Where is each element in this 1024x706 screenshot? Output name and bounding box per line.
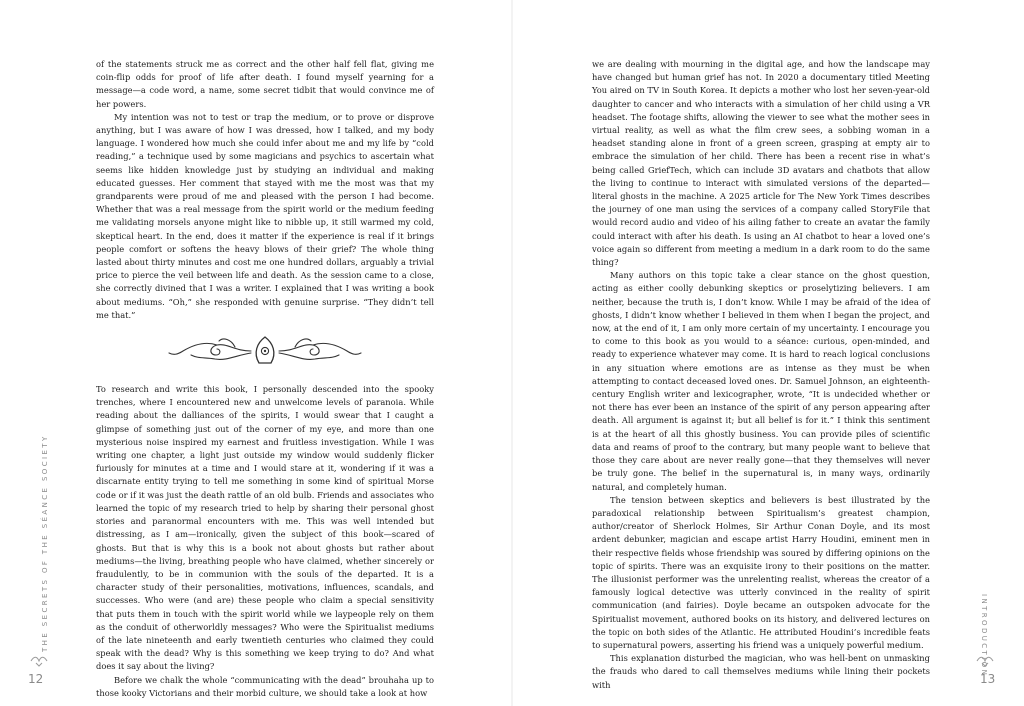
paragraph: This explanation disturbed the magician, who was hell-bent on unmasking the frauds who dared to call themselves mediums while lining their pockets with <box>592 653 930 690</box>
paragraph: of the statements struck me as correct and the other half fell flat, giving me coin-flip odds for proof of life after death. I found myself yearning for a message—a code word, a name, some secret tidbit that would convince me of her powers. <box>96 59 434 109</box>
paragraph: we are dealing with mourning in the digital age, and how the landscape may have changed but human grief has not. In 2020 a documentary titled Meeting You aired on TV in South Korea. It depicts a mother who lost her seven-year-old daughter to cancer and who interacts with a simulation of her child using a VR headset. The footage shifts, allowing the viewer to see what the mother sees in virtual reality, as well as what the film crew sees, a sobbing woman in a headset standing alone in front of a green screen, grasping at empty air to embrace the simulation of her child. There has been a recent rise in what’s being called GriefTech, which can include 3D avatars and chatbots that allow the living to continue to interact with simulated versions of the departed—literal ghosts in the machine. A 2025 article for The New York Times describes the journey of one man using the services of a company called StoryFile that would record audio and video of his ailing father to create an avatar the family could interact with after his death. Is using an AI chatbot to hear a loved one’s voice again so different from meeting a medium in a dark room to do the same thing? <box>592 59 930 268</box>
folio-ornament-icon <box>976 655 994 667</box>
folio-ornament-icon <box>30 655 48 667</box>
running-head-book-title: THE SECRETS OF THE SÉANCE SOCIETY <box>41 434 49 652</box>
paragraph: Many authors on this topic take a clear stance on the ghost question, acting as either coolly debunking skeptics or proselytizing believers. I am neither, because the truth is, I don’t know. While I may be afraid of the idea of ghosts, I didn’t know whether I believed in them when I began the project, and now, at the end of it, I am only more certain of my uncertainty. I encourage you to come to this book as you would to a séance: curious, open-minded, and ready to experience whatever may come. It is hard to reach logical conclusions in any situation where emotions are as intense as they must be when attempting to contact deceased loved ones. Dr. Samuel Johnson, an eighteenth-century English writer and lexicographer, wrote, “It is undecided whether or not there has ever been an instance of the spirit of any person appearing after death. All argument is against it; but all belief is for it.” I think this sentiment is at the heart of all this ghostly business. You can provide piles of scientific data and reams of proof to the contrary, but many people want to believe that those they care about are never really gone—that they themselves will never be truly gone. The belief in the supernatural is, in many ways, ordinarily natural, and completely human. <box>592 270 930 492</box>
page-number-right: 13 <box>980 672 996 686</box>
paragraph: To research and write this book, I personally descended into the spooky trenches, where I encountered new and unwelcome levels of paranoia. While reading about the dalliances of the spirits, I would swear that I caught a glimpse of something just out of the corner of my eye, and more than one mysterious noise inspired my earnest and fruitless investigation. While I was writing one chapter, a light just outside my window would suddenly flicker furiously for minutes at a time and I would stare at it, wondering if it was a discarnate entity trying to tell me something in some kind of spiritual Morse code or if it was just the death rattle of an old bulb. Friends and associates who learned the topic of my research tried to help by sharing their personal ghost stories and paranormal encounters with me. This was well intended but distressing, as I am—ironically, given the subject of this book—scared of ghosts. But that is why this is a book not about ghosts but rather about mediums—the living, breathing people who have claimed, whether sincerely or fraudulently, to be in communion with the souls of the departed. It is a character study of their personalities, motivations, influences, scandals, and successes. Who were (and are) these people who claim a special sensitivity that puts them in touch with the spirit world while we laypeople rely on them as the conduit of otherworldly messages? Who were the Spiritualist mediums of the late nineteenth and early twentieth centuries who claimed they could speak with the dead? Why is this something we keep trying to do? And what does it say about the living? <box>96 384 434 672</box>
planchette-scroll-ornament-icon <box>165 333 365 369</box>
paragraph: Before we chalk the whole “communicating with the dead” brouhaha up to those kooky Victorians and their morbid culture, we should take a look at how <box>96 674 434 698</box>
paragraph: The tension between skeptics and believers is best illustrated by the paradoxical relationship between Spiritualism’s greatest champion, author/creator of Sherlock Holmes, Sir Arthur Conan Doyle, and its most ardent debunker, magician and escape artist Harry Houdini, eminent men in their respective fields whose friendship was soured by differing opinions on the topic of spirits. There was an exquisite irony to their positions on the matter. The illusionist performer was the unrelenting realist, whereas the creator of a famously logical detective was utterly convinced in the reality of spirit communication (and fairies). Doyle became an outspoken advocate for the Spiritualist movement, authored books on its history, and delivered lectures on the topic on both sides of the Atlantic. He attributed Houdini’s incredible feats to supernatural powers, asserting his friend was a uniquely powerful medium. <box>592 494 930 650</box>
paragraph: My intention was not to test or trap the medium, or to prove or disprove anything, but I was aware of how I was dressed, how I talked, and my body language. I wondered how much she could infer about me and my life by “cold reading,” a technique used by some magicians and psychics to ascertain what seems like hidden knowledge just by studying an individual and making educated guesses. Her comment that stayed with me the most was that my grandparents were proud of me and pleased with the person I had become. Whether that was a real message from the spirit world or the medium feeding me validating morsels anyone might like to nibble up, it still warmed my cold, skeptical heart. In the end, does it matter if the experience is real if it brings people comfort or softens the heavy blows of their grief? The whole thing lasted about thirty minutes and cost me one hundred dollars, arguably a trivial price to pierce the veil between life and death. As the session came to a close, she correctly divined that I was a writer. I explained that I was writing a book about mediums. “Oh,” she responded with genuine surprise. “They didn’t tell me that.” <box>96 111 434 320</box>
left-text-column <box>96 58 434 700</box>
right-page <box>512 0 1024 706</box>
right-text-column <box>592 58 930 692</box>
page-number-left: 12 <box>28 672 44 686</box>
section-break-ornament <box>96 333 434 369</box>
running-head-chapter: INTRODUCTION <box>980 594 988 678</box>
